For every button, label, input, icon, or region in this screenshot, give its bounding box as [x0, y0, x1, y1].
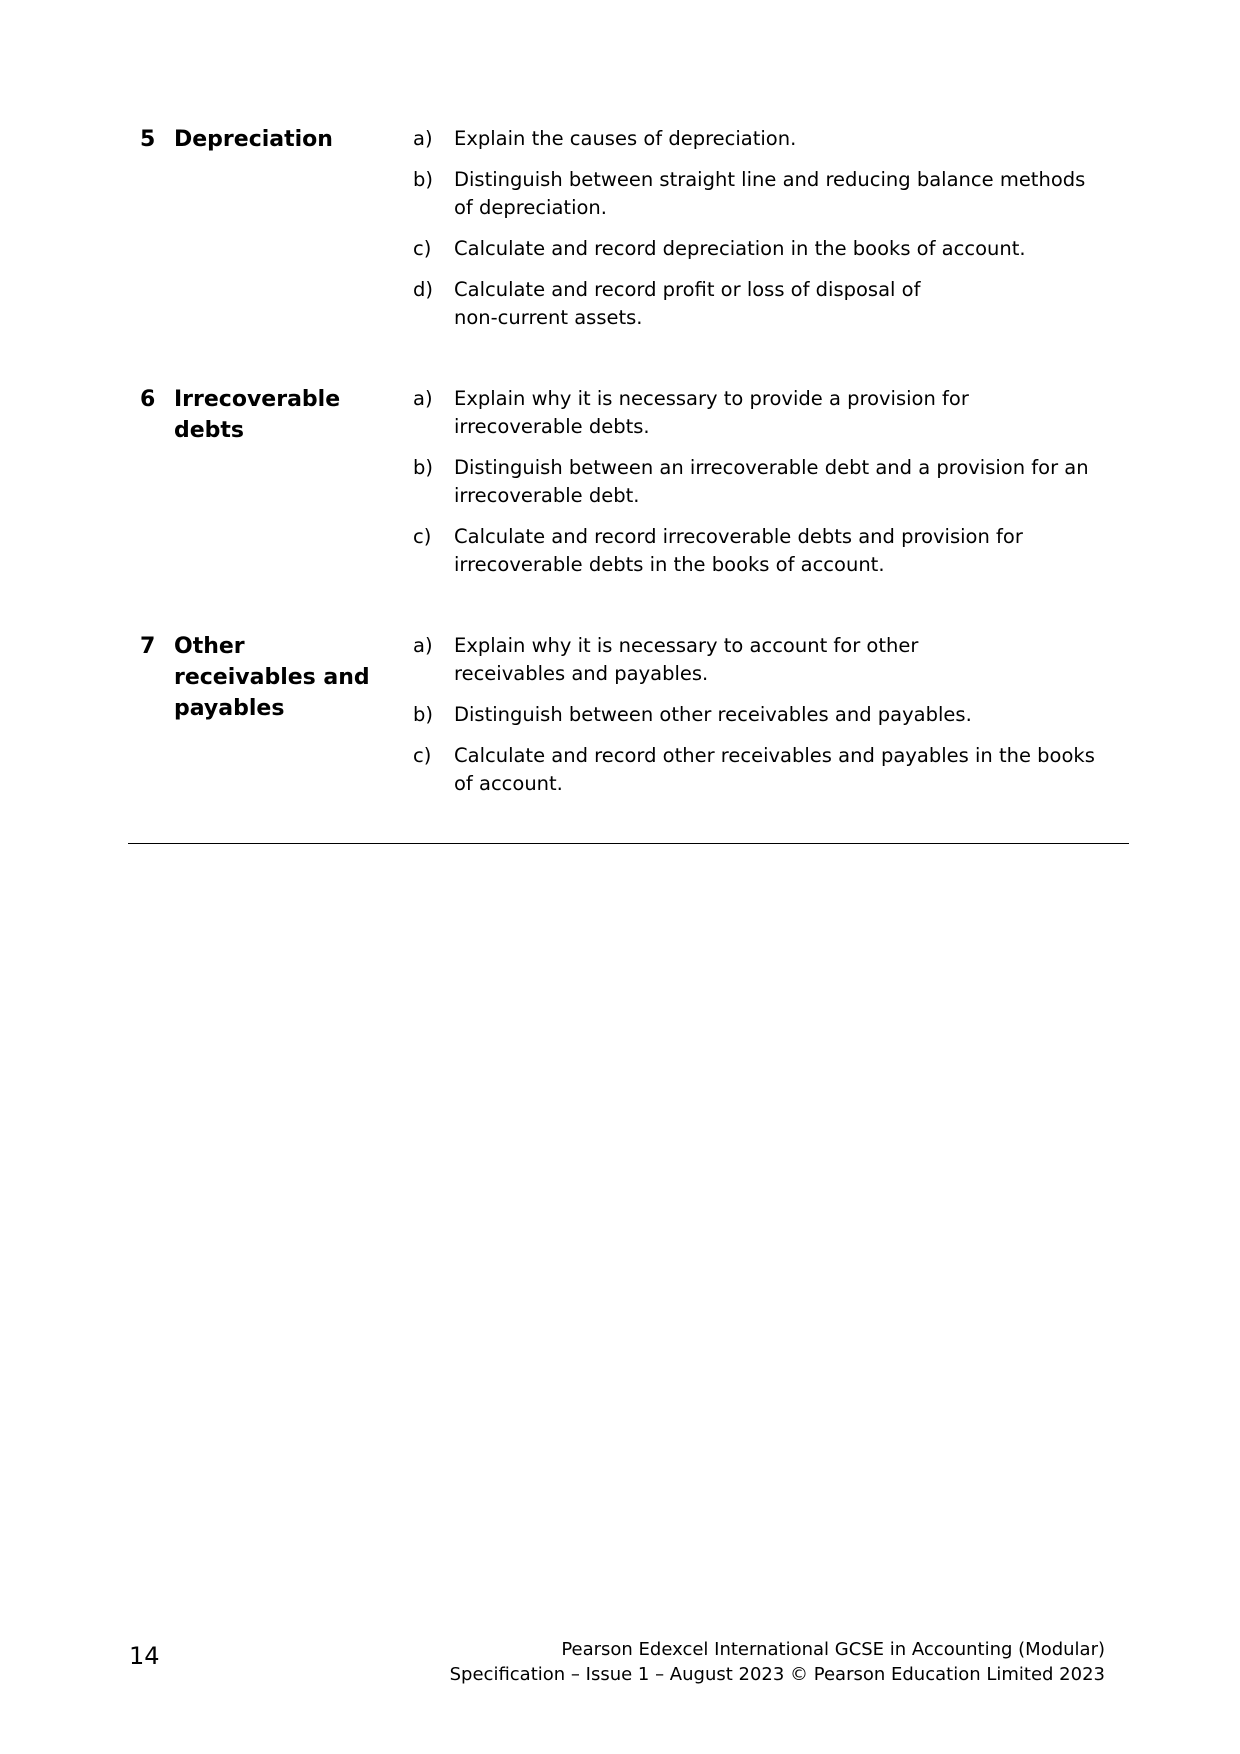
objective-letter: a) [413, 634, 433, 657]
objective-letter: b) [413, 168, 433, 191]
objective-letter: c) [413, 525, 432, 548]
objectives-list [413, 385, 1103, 592]
objective-item [413, 632, 1103, 688]
objective-item [413, 454, 1103, 510]
footer-line-1: Pearson Edexcel International GCSE in Accounting (Modular) [561, 1639, 1105, 1660]
objective-text: Explain why it is necessary to account for other receivables and payables. [454, 634, 919, 685]
objective-letter: c) [413, 744, 432, 767]
topic-number: 7 [140, 634, 156, 659]
topic-number: 6 [140, 387, 156, 412]
page-number: 14 [129, 1642, 160, 1670]
section-divider [128, 843, 1129, 844]
objective-text: Distinguish between other receivables and payables. [454, 703, 972, 726]
objective-text: Distinguish between straight line and reducing balance methods of depreciation. [454, 168, 1086, 219]
objectives-list [413, 632, 1103, 811]
objectives-list [413, 125, 1103, 345]
topic-title: Depreciation [174, 127, 333, 152]
objective-item [413, 523, 1103, 579]
objective-text: Calculate and record irrecoverable debts and provision for irrecoverable debts in the books of account. [454, 525, 1023, 576]
objective-letter: a) [413, 387, 433, 410]
objective-item [413, 276, 1103, 332]
topic-title: Irrecoverable debts [174, 387, 341, 443]
objective-text: Calculate and record other receivables and payables in the books of account. [454, 744, 1095, 795]
objective-item [413, 385, 1103, 441]
objective-letter: c) [413, 237, 432, 260]
topic-number: 5 [140, 127, 156, 152]
objective-item [413, 742, 1103, 798]
objective-text: Explain why it is necessary to provide a provision for irrecoverable debts. [454, 387, 969, 438]
topic-title: Other receivables and payables [174, 634, 370, 721]
objective-item [413, 235, 1103, 263]
objective-letter: d) [413, 278, 433, 301]
footer [450, 1637, 1105, 1687]
objective-item [413, 701, 1103, 729]
objective-item [413, 125, 1103, 153]
objective-letter: a) [413, 127, 433, 150]
objective-text: Distinguish between an irrecoverable debt and a provision for an irrecoverable debt. [454, 456, 1089, 507]
objective-text: Calculate and record profit or loss of disposal of non-current assets. [454, 278, 921, 329]
objective-letter: b) [413, 703, 433, 726]
objective-text: Explain the causes of depreciation. [454, 127, 797, 150]
objective-text: Calculate and record depreciation in the books of account. [454, 237, 1026, 260]
objective-letter: b) [413, 456, 433, 479]
objective-item [413, 166, 1103, 222]
footer-line-2: Specification – Issue 1 – August 2023 © Pearson Education Limited 2023 [449, 1664, 1105, 1685]
